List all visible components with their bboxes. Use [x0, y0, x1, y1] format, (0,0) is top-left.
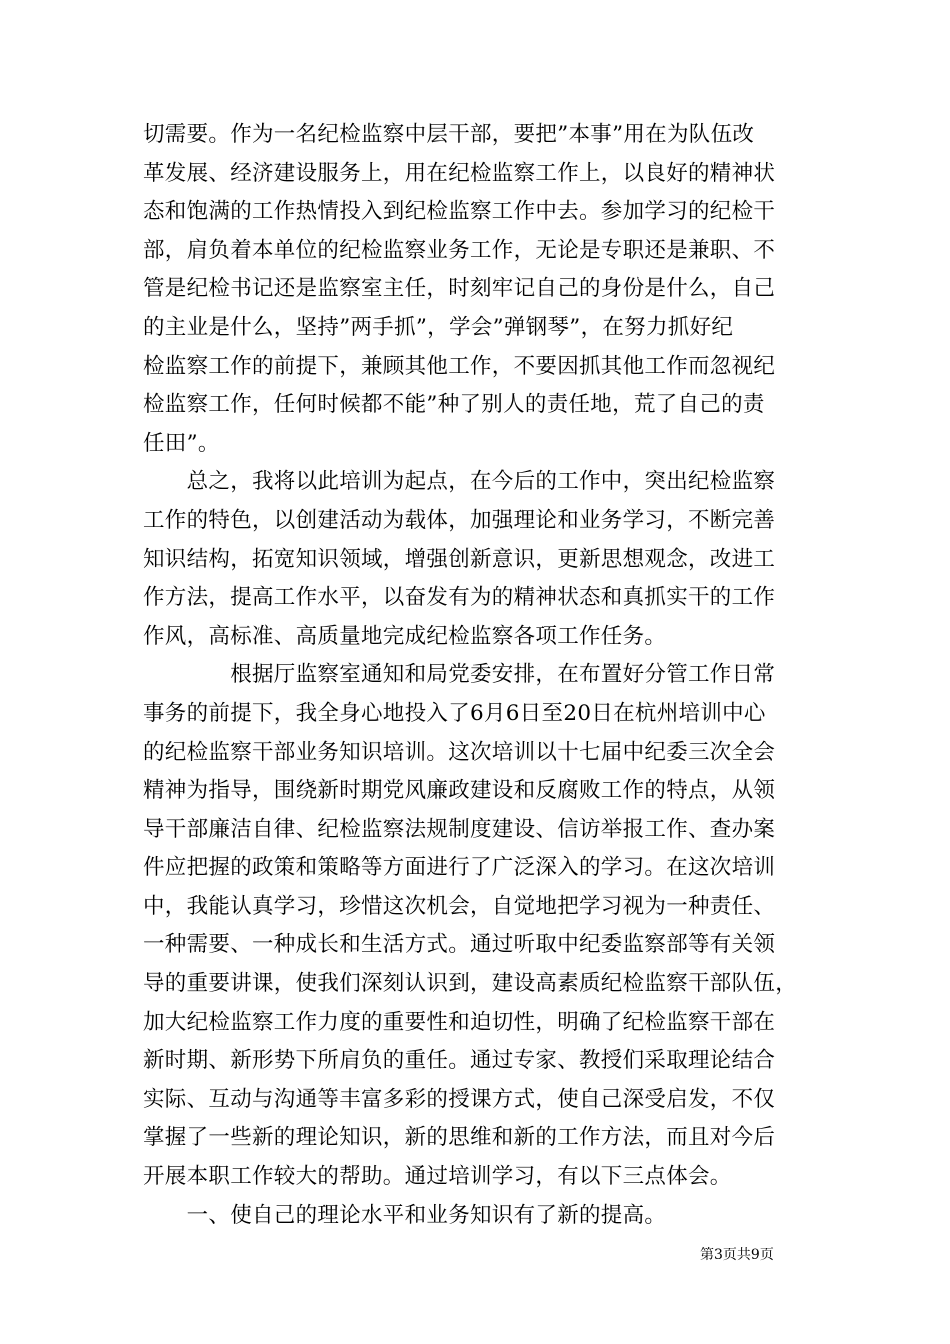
text-line: 切需要。作为一名纪检监察中层干部，要把”本事”用在为队伍改	[143, 122, 755, 147]
text-line: 知识结构，拓宽知识领域，增强创新意识，更新思想观念，改进工	[143, 546, 776, 572]
text-line: 精神为指导，围绕新时期党风廉政建设和反腐败工作的特点，从领	[143, 778, 776, 804]
text-line: 一种需要、一种成长和生活方式。通过听取中纪委监察部等有关领	[143, 932, 776, 958]
text-line: 根据厅监察室通知和局党委安排，在布置好分管工作日常	[143, 662, 776, 688]
text-line: 管是纪检书记还是监察室主任，时刻牢记自己的身份是什么，自己	[143, 276, 776, 302]
text-line: 工作的特色，以创建活动为载体，加强理论和业务学习，不断完善	[143, 507, 776, 533]
text-line: 的主业是什么，坚持”两手抓”，学会”弹钢琴”，在努力抓好纪	[143, 314, 734, 340]
text-line: 加大纪检监察工作力度的重要性和迫切性，明确了纪检监察干部在	[143, 1009, 776, 1035]
text-line: 的纪检监察干部业务知识培训。这次培训以十七届中纪委三次全会	[143, 739, 776, 765]
text-line: 一、使自己的理论水平和业务知识有了新的提高。	[143, 1202, 667, 1228]
text-line: 事务的前提下，我全身心地投入了6月6日至20日在杭州培训中心	[143, 700, 766, 726]
text-line: 检监察工作的前提下，兼顾其他工作，不要因抓其他工作而忽视纪	[143, 353, 776, 379]
text-line: 件应把握的政策和策略等方面进行了广泛深入的学习。在这次培训	[143, 855, 776, 881]
text-line: 作风，高标准、高质量地完成纪检监察各项工作任务。	[143, 623, 667, 649]
text-line: 实际、互动与沟通等丰富多彩的授课方式，使自己深受启发，不仅	[143, 1086, 776, 1112]
text-line: 检监察工作，任何时候都不能”种了别人的责任地，荒了自己的责	[143, 392, 765, 418]
text-line: 新时期、新形势下所肩负的重任。通过专家、教授们采取理论结合	[143, 1048, 776, 1074]
text-line: 作方法，提高工作水平，以奋发有为的精神状态和真抓实干的工作	[143, 585, 776, 611]
text-line: 总之，我将以此培训为起点，在今后的工作中，突出纪检监察	[143, 469, 776, 495]
text-line: 导的重要讲课，使我们深刻认识到，建设高素质纪检监察干部队伍，	[143, 971, 798, 997]
text-line: 革发展、经济建设服务上，用在纪检监察工作上，以良好的精神状	[143, 160, 776, 186]
text-line: 态和饱满的工作热情投入到纪检监察工作中去。参加学习的纪检干	[143, 199, 776, 225]
document-body	[143, 116, 823, 1235]
text-line: 掌握了一些新的理论知识，新的思维和新的工作方法，而且对今后	[143, 1125, 776, 1151]
text-line: 任田”。	[143, 430, 220, 456]
text-line: 部，肩负着本单位的纪检监察业务工作，无论是专职还是兼职、不	[143, 237, 776, 263]
text-line: 中，我能认真学习，珍惜这次机会，自觉地把学习视为一种责任、	[143, 893, 776, 919]
text-line: 导干部廉洁自律、纪检监察法规制度建设、信访举报工作、查办案	[143, 816, 776, 842]
page-number: 第3页共9页	[700, 1247, 774, 1263]
text-line: 开展本职工作较大的帮助。通过培训学习，有以下三点体会。	[143, 1164, 732, 1190]
